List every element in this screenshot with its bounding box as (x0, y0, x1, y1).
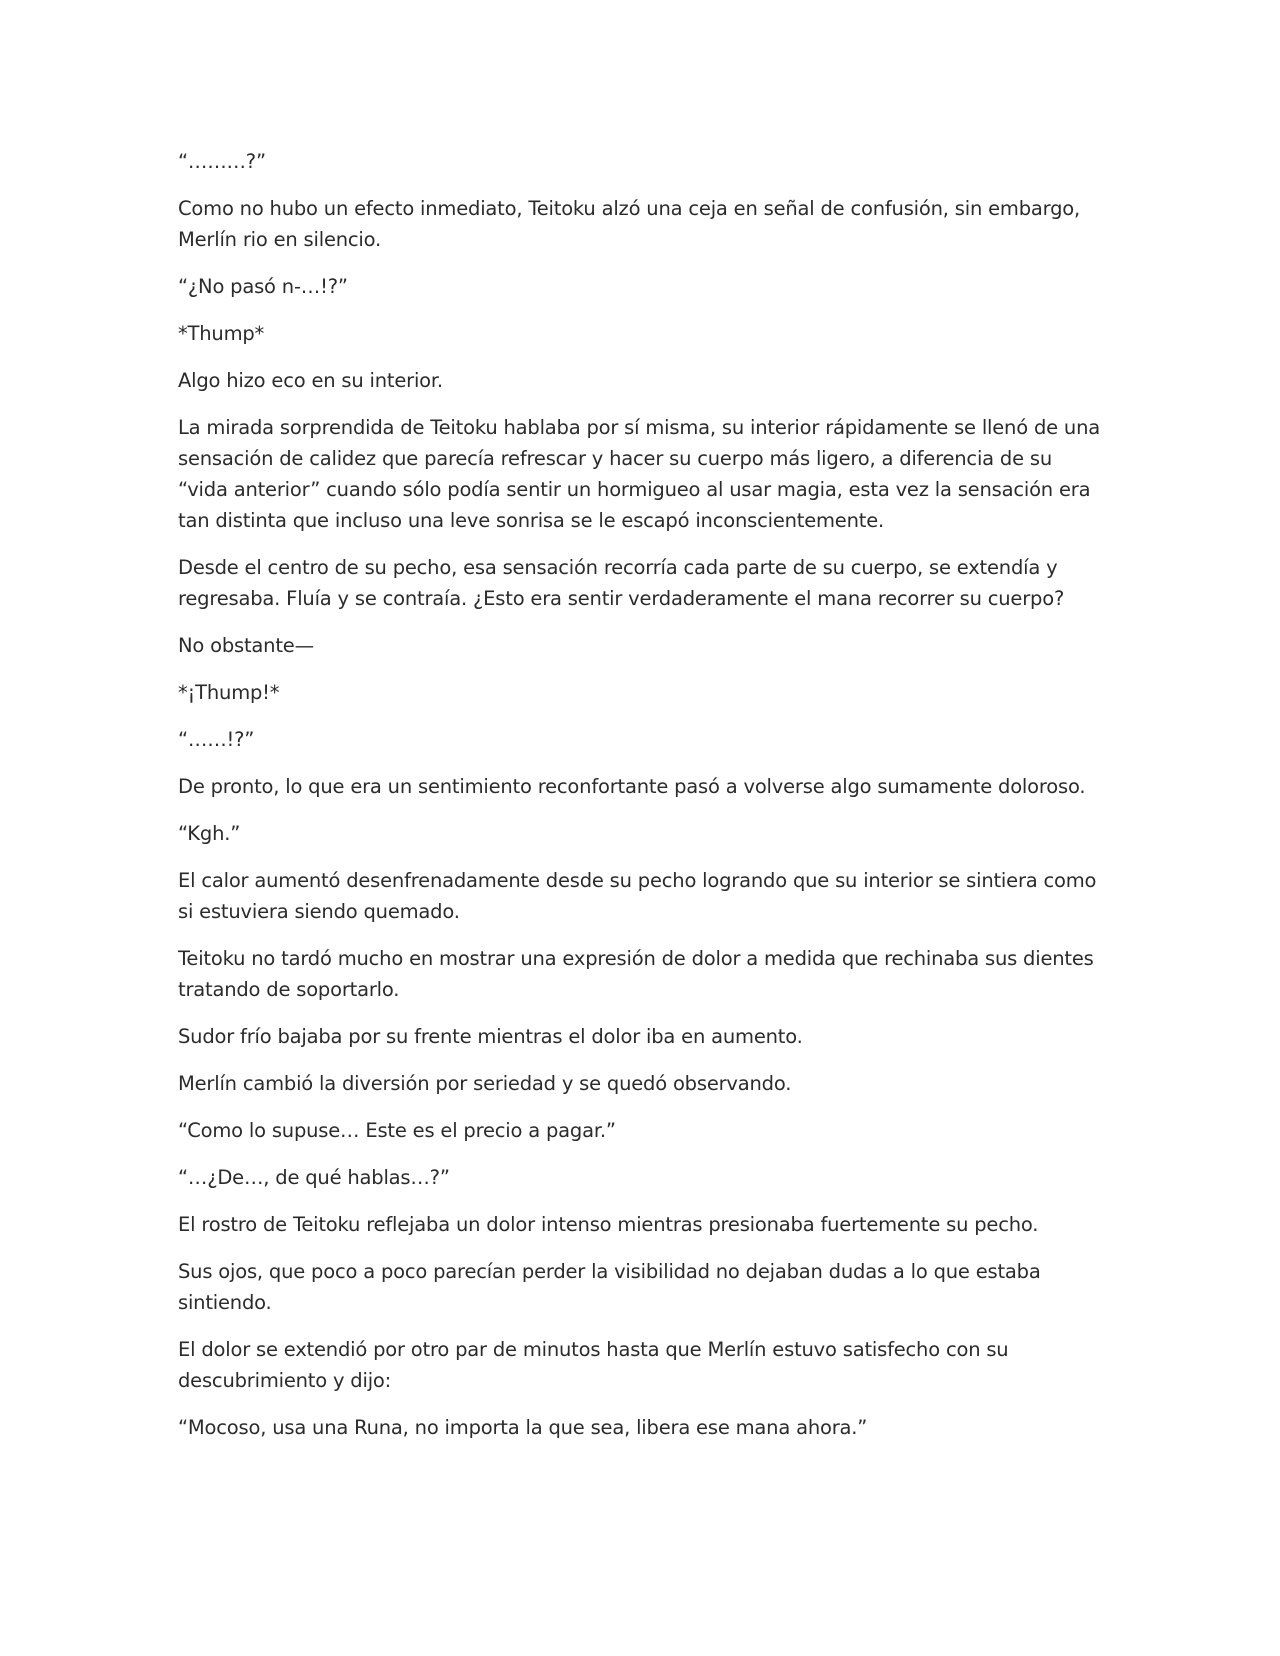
paragraph: No obstante— (178, 634, 314, 657)
paragraph: “………?” (178, 150, 266, 173)
paragraph: El rostro de Teitoku reflejaba un dolor intenso mientras presionaba fuertemente su pecho. (178, 1213, 1039, 1236)
document-body (178, 146, 1103, 1459)
paragraph: De pronto, lo que era un sentimiento reconfortante pasó a volverse algo sumamente doloroso. (178, 775, 1086, 798)
paragraph: *¡Thump!* (178, 681, 280, 704)
paragraph: La mirada sorprendida de Teitoku hablaba por sí misma, su interior rápidamente se llenó de una sensación de calidez que parecía refrescar y hacer su cuerpo más ligero, a diferencia de su “vida anterior” cuando sólo podía sentir un hormigueo al usar magia, esta vez la sensación era tan distinta que incluso una leve sonrisa se le escapó inconscientemente. (178, 416, 1100, 532)
paragraph: El calor aumentó desenfrenadamente desde su pecho logrando que su interior se sintiera como si estuviera siendo quemado. (178, 869, 1097, 923)
paragraph: “Mocoso, usa una Runa, no importa la que sea, libera ese mana ahora.” (178, 1416, 868, 1439)
paragraph: “…¿De…, de qué hablas…?” (178, 1166, 450, 1189)
paragraph: “¿No pasó n-…!?” (178, 275, 348, 298)
paragraph: “Kgh.” (178, 822, 241, 845)
paragraph: Teitoku no tardó mucho en mostrar una expresión de dolor a medida que rechinaba sus dientes tratando de soportarlo. (178, 947, 1094, 1001)
paragraph: Desde el centro de su pecho, esa sensación recorría cada parte de su cuerpo, se extendía y regresaba. Fluía y se contraía. ¿Esto era sentir verdaderamente el mana recorrer su cuerpo? (178, 556, 1065, 610)
paragraph: Algo hizo eco en su interior. (178, 369, 443, 392)
paragraph: El dolor se extendió por otro par de minutos hasta que Merlín estuvo satisfecho con su descubrimiento y dijo: (178, 1338, 1009, 1392)
paragraph: Sudor frío bajaba por su frente mientras el dolor iba en aumento. (178, 1025, 803, 1048)
paragraph: “……!?” (178, 728, 255, 751)
paragraph: Sus ojos, que poco a poco parecían perder la visibilidad no dejaban dudas a lo que estaba sintiendo. (178, 1260, 1041, 1314)
paragraph: “Como lo supuse… Este es el precio a pagar.” (178, 1119, 616, 1142)
paragraph: *Thump* (178, 322, 265, 345)
paragraph: Merlín cambió la diversión por seriedad y se quedó observando. (178, 1072, 792, 1095)
paragraph: Como no hubo un efecto inmediato, Teitoku alzó una ceja en señal de confusión, sin embargo, Merlín rio en silencio. (178, 197, 1081, 251)
